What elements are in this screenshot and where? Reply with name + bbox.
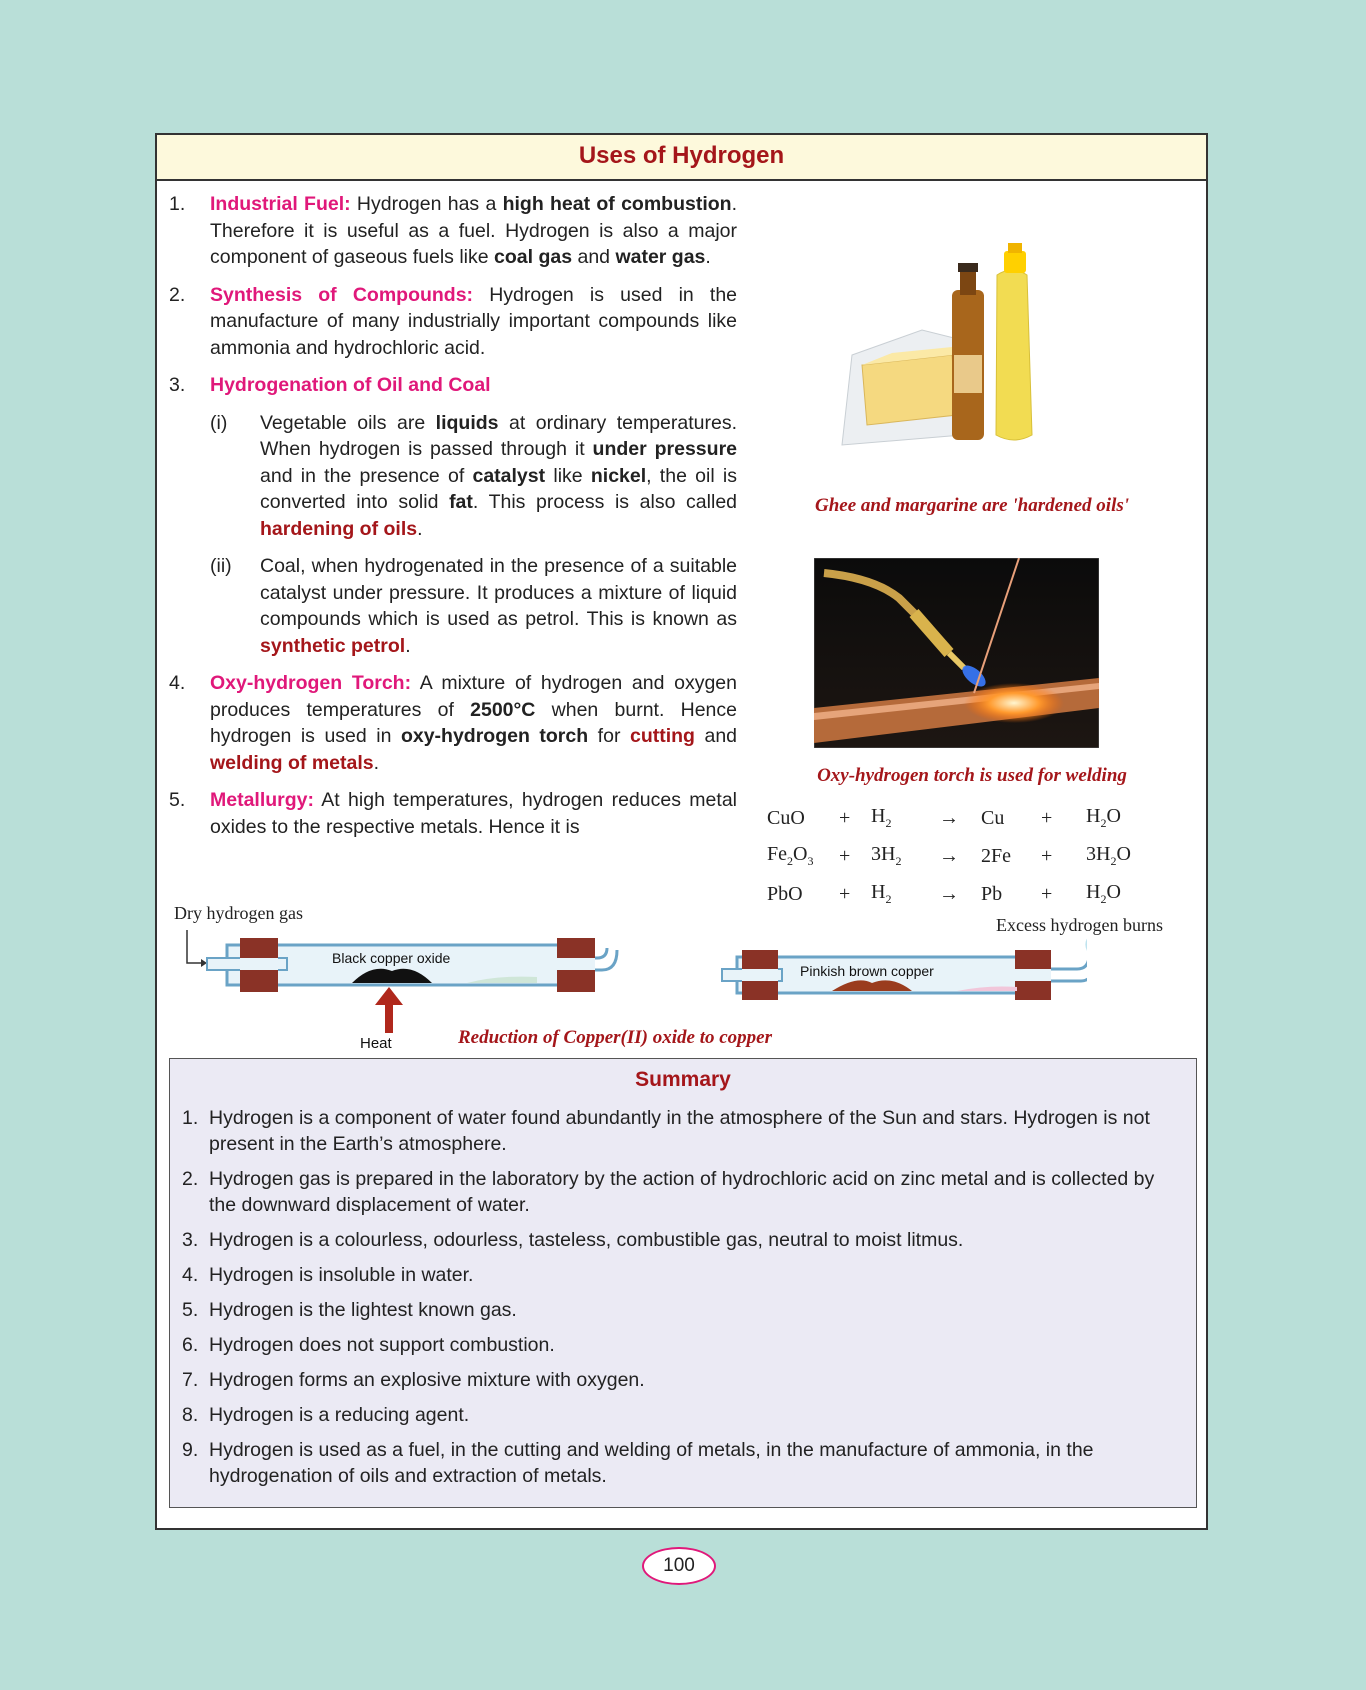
plus-sign: + <box>1041 882 1053 905</box>
page-frame <box>155 133 1208 1530</box>
summary-title: Summary <box>635 1068 731 1091</box>
sub-item-number: (i) <box>210 411 228 434</box>
formula-part: H <box>1086 881 1101 903</box>
summary-item-number: 1. <box>182 1107 199 1129</box>
torch-caption: Oxy-hydrogen torch is used for welding <box>817 765 1127 786</box>
dry-hydrogen-label: Dry hydrogen gas <box>174 903 303 923</box>
arrow-icon: → <box>939 882 959 905</box>
bold-term: under pressure <box>592 438 738 460</box>
reduction-caption: Reduction of Copper(II) oxide to copper <box>457 1027 772 1048</box>
use-item-torch <box>169 670 737 776</box>
text-run: . <box>373 751 380 774</box>
summary-item-number: 3. <box>182 1229 199 1251</box>
product: Cu <box>981 806 1005 829</box>
subscript: 2 <box>1100 892 1107 906</box>
reactant <box>871 843 939 869</box>
formula-part: O <box>793 843 808 865</box>
text-run: At high temperatures, hydrogen reduces metal oxides to the respective metals. Hence it is <box>210 789 737 838</box>
bold-term: fat <box>449 491 473 513</box>
summary-item-number: 9. <box>182 1439 199 1461</box>
excess-hydrogen-label: Excess hydrogen burns <box>996 915 1163 935</box>
item-heading: Metallurgy: <box>210 789 315 811</box>
text-run: at ordinary temperatures. When hydrogen is passed through it <box>260 411 737 460</box>
sub-item-number: (ii) <box>210 555 232 577</box>
bold-term: oxy-hydrogen torch <box>400 725 589 747</box>
formula-part: O <box>1116 843 1131 865</box>
bold-term: coal gas <box>494 246 573 268</box>
summary-item-number: 8. <box>182 1404 199 1426</box>
highlight-term: cutting <box>629 725 695 747</box>
use-item-industrial-fuel <box>169 191 737 271</box>
product: Pb <box>981 882 1003 905</box>
reactant: CuO <box>767 806 805 829</box>
sub-item-oils <box>210 410 737 543</box>
formula-part: 3H <box>871 843 896 865</box>
sub-item-body <box>260 553 737 659</box>
text-run: and <box>572 246 616 268</box>
item-heading: Oxy-hydrogen Torch: <box>210 672 412 694</box>
highlight-term: welding of metals <box>210 751 374 774</box>
text-run: . Therefore it is useful as a fuel. Hydrogen is also a major component of gaseous fuels like <box>210 193 737 268</box>
text-run: . <box>405 634 411 657</box>
summary-item <box>170 1437 1196 1489</box>
bold-term: liquids <box>435 411 499 434</box>
subscript: 2 <box>1100 816 1107 830</box>
equation-pbo <box>767 875 1147 913</box>
product <box>1086 881 1121 907</box>
formula-part: Fe <box>767 843 787 865</box>
reactant: PbO <box>767 882 803 905</box>
formula-part: O <box>1106 805 1121 827</box>
formula-part: H <box>871 805 886 827</box>
bold-term: nickel <box>590 464 647 487</box>
reactant <box>871 881 939 907</box>
formula-part: 3H <box>1086 843 1111 865</box>
oils-caption: Ghee and margarine are 'hardened oils' <box>814 495 1130 516</box>
summary-item <box>170 1297 1196 1323</box>
use-item-synthesis <box>169 282 737 362</box>
bold-term: catalyst <box>472 464 546 487</box>
equation-cuo <box>767 799 1147 837</box>
summary-box <box>169 1058 1197 1508</box>
summary-item <box>170 1262 1196 1288</box>
reactant <box>767 843 839 869</box>
summary-item-text: Hydrogen is used as a fuel, in the cutting and welding of metals, in the manufacture of ammonia, in the hydrogenation of oils and extraction of metals. <box>209 1439 1094 1487</box>
item-number: 5. <box>169 789 186 811</box>
page-title: Uses of Hydrogen <box>157 135 1206 181</box>
apparatus-before <box>177 925 627 1035</box>
product: 2Fe <box>981 844 1011 867</box>
highlight-term: synthetic petrol <box>260 634 406 657</box>
summary-item <box>170 1105 1196 1157</box>
summary-item-text: Hydrogen does not support combustion. <box>209 1334 555 1356</box>
bold-term: 2500°C <box>470 698 536 721</box>
summary-item-number: 7. <box>182 1369 199 1391</box>
formula-part: O <box>1106 881 1121 903</box>
bold-term: high heat of combustion <box>502 193 732 215</box>
subscript: 2 <box>885 892 892 906</box>
plus-sign: + <box>1041 806 1053 829</box>
black-copper-oxide-label: Black copper oxide <box>332 950 451 966</box>
uses-list <box>169 191 737 851</box>
summary-item-number: 6. <box>182 1334 199 1356</box>
text-run: and in the presence of <box>260 464 473 487</box>
arrow-icon: → <box>939 844 959 867</box>
summary-item-number: 5. <box>182 1299 199 1321</box>
summary-item-number: 4. <box>182 1264 199 1286</box>
item-heading: Industrial Fuel: <box>210 193 351 215</box>
highlight-term: hardening of oils <box>260 517 418 540</box>
item-heading: Hydrogenation of Oil and Coal <box>210 374 491 396</box>
summary-item-number: 2. <box>182 1168 199 1190</box>
subscript: 2 <box>787 854 793 868</box>
product <box>1086 843 1131 869</box>
summary-item <box>170 1402 1196 1428</box>
item-body <box>210 372 737 399</box>
arrow-icon: → <box>939 806 959 829</box>
item-number: 3. <box>169 374 186 396</box>
use-item-hydrogenation <box>169 372 737 399</box>
item-body <box>210 670 737 776</box>
summary-item-text: Hydrogen is a component of water found abundantly in the atmosphere of the Sun and stars. Hydrogen is not present in the Earth’s atmosphere. <box>209 1107 1150 1155</box>
sub-item-body <box>260 410 737 543</box>
text-run: Vegetable oils are <box>260 411 436 434</box>
subscript: 2 <box>895 854 902 868</box>
formula-part: H <box>871 881 886 903</box>
text-run: . <box>705 246 711 268</box>
sub-item-coal <box>210 553 737 659</box>
plus-sign: + <box>839 806 851 829</box>
formula-part: H <box>1086 805 1101 827</box>
text-run: A mixture of hydrogen and oxygen produces temperatures of <box>210 672 737 721</box>
text-run: Coal, when hydrogenated in the presence of a suitable catalyst under pressure. It produces a mixture of liquid compounds which is used as petrol. This is known as <box>260 555 737 630</box>
reduction-equations <box>767 799 1147 913</box>
subscript: 2 <box>885 816 892 830</box>
summary-item-text: Hydrogen is insoluble in water. <box>209 1264 474 1286</box>
summary-item <box>170 1227 1196 1253</box>
text-run: when burnt. Hence hydrogen is used in <box>210 698 737 747</box>
item-number: 2. <box>169 283 186 306</box>
plus-sign: + <box>1041 844 1053 867</box>
item-heading: Synthesis of Compounds: <box>210 283 474 306</box>
plus-sign: + <box>839 844 851 867</box>
text-run: , the oil is converted into solid <box>260 464 737 513</box>
torch-photo <box>814 558 1099 748</box>
use-item-metallurgy <box>169 787 737 840</box>
summary-item <box>170 1332 1196 1358</box>
summary-item-text: Hydrogen gas is prepared in the laboratory by the action of hydrochloric acid on zinc metal and is collected by the downward displacement of water. <box>209 1168 1155 1216</box>
reactant <box>871 805 939 831</box>
page-number: 100 <box>642 1547 716 1585</box>
equation-fe2o3 <box>767 837 1147 875</box>
summary-item-text: Hydrogen is a reducing agent. <box>209 1404 470 1426</box>
text-run: like <box>545 464 591 487</box>
heat-label: Heat <box>360 1035 392 1052</box>
plus-sign: + <box>839 882 851 905</box>
text-run: Hydrogen has a <box>350 193 503 215</box>
subscript: 2 <box>1110 854 1117 868</box>
text-run: and <box>694 725 738 747</box>
summary-item <box>170 1166 1196 1218</box>
summary-item-text: Hydrogen is a colourless, odourless, tasteless, combustible gas, neutral to moist litmus. <box>209 1229 964 1251</box>
oils-illustration <box>832 235 1092 465</box>
apparatus-after <box>697 935 1087 1035</box>
text-run: . <box>417 517 423 540</box>
summary-item-text: Hydrogen is the lightest known gas. <box>209 1299 517 1321</box>
item-body <box>210 787 737 840</box>
text-run: . This process is also called <box>472 491 738 513</box>
pinkish-brown-copper-label: Pinkish brown copper <box>800 963 934 979</box>
item-number: 1. <box>169 193 186 215</box>
item-body <box>210 191 737 271</box>
bold-term: water gas <box>615 246 706 268</box>
product <box>1086 805 1121 831</box>
item-number: 4. <box>169 672 186 694</box>
subscript: 3 <box>807 854 814 868</box>
summary-item-text: Hydrogen forms an explosive mixture with oxygen. <box>209 1369 645 1391</box>
summary-item <box>170 1367 1196 1393</box>
text-run: Hydrogen is used in the manufacture of many industrially important compounds like ammonia and hydrochloric acid. <box>210 283 738 359</box>
text-run: for <box>588 725 630 747</box>
item-body <box>210 282 737 362</box>
